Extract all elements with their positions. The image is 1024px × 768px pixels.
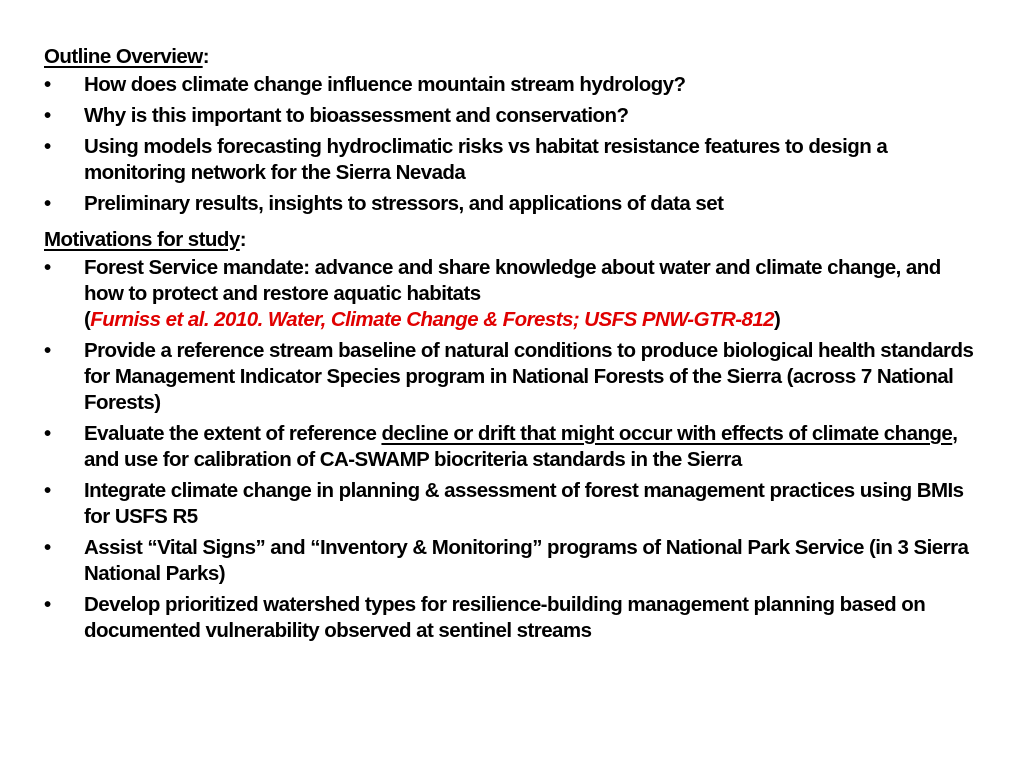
- bullet-icon: •: [44, 104, 51, 127]
- bullet-icon: •: [44, 339, 51, 362]
- bullet-icon: •: [44, 73, 51, 96]
- motivations-heading: [44, 227, 984, 253]
- motivation-item-text: Forest Service mandate: advance and share knowledge about water and climate change, and how to protect and restore aquatic habitats: [84, 256, 941, 305]
- motivations-heading-text: Motivations for study: [44, 228, 240, 251]
- bullet-icon: •: [44, 593, 51, 616]
- outline-list: [44, 72, 984, 217]
- motivation-item: [44, 535, 984, 587]
- motivation-item: [44, 338, 984, 416]
- motivations-list: [44, 255, 984, 644]
- slide-content: [44, 44, 984, 644]
- bullet-icon: •: [44, 192, 51, 215]
- citation-text: Furniss et al. 2010. Water, Climate Change & Forests; USFS PNW-GTR-812: [90, 308, 775, 331]
- outline-item: [44, 191, 984, 217]
- bullet-icon: •: [44, 256, 51, 279]
- outline-item-text: How does climate change influence mountain stream hydrology?: [84, 73, 686, 96]
- outline-item: [44, 72, 984, 98]
- citation-close-paren: ): [774, 308, 781, 331]
- motivation-item-text: Assist “Vital Signs” and “Inventory & Monitoring” programs of National Park Service (in 3 Sierra National Parks): [84, 536, 969, 585]
- outline-item-text: Why is this important to bioassessment and conservation?: [84, 104, 629, 127]
- motivation-item-text-post: , and use for calibration of CA-SWAMP biocriteria standards in the Sierra: [84, 422, 958, 471]
- motivation-item-text: Develop prioritized watershed types for resilience-building management planning based on documented vulnerability observed at sentinel streams: [84, 593, 926, 642]
- motivation-item: [44, 421, 984, 473]
- motivation-item: [44, 255, 984, 333]
- outline-item-text: Preliminary results, insights to stressors, and applications of data set: [84, 192, 724, 215]
- motivation-item: [44, 478, 984, 530]
- outline-item: [44, 134, 984, 186]
- bullet-icon: •: [44, 422, 51, 445]
- motivation-item: [44, 592, 984, 644]
- citation-open-paren: (: [84, 308, 91, 331]
- outline-heading: [44, 44, 984, 70]
- bullet-icon: •: [44, 135, 51, 158]
- motivation-item-text: Provide a reference stream baseline of natural conditions to produce biological health standards for Management Indicator Species program in National Forests of the Sierra (across 7 National Forests): [84, 339, 974, 414]
- motivation-item-text-pre: Evaluate the extent of reference: [84, 422, 382, 445]
- outline-item: [44, 103, 984, 129]
- outline-heading-text: Outline Overview: [44, 45, 203, 68]
- motivation-item-text-underlined: decline or drift that might occur with effects of climate change: [381, 422, 953, 445]
- bullet-icon: •: [44, 536, 51, 559]
- outline-item-text: Using models forecasting hydroclimatic risks vs habitat resistance features to design a monitoring network for the Sierra Nevada: [84, 135, 888, 184]
- bullet-icon: •: [44, 479, 51, 502]
- motivation-item-text: Integrate climate change in planning & assessment of forest management practices using BMIs for USFS R5: [84, 479, 964, 528]
- motivations-heading-colon: :: [239, 228, 247, 251]
- outline-heading-colon: :: [202, 45, 209, 68]
